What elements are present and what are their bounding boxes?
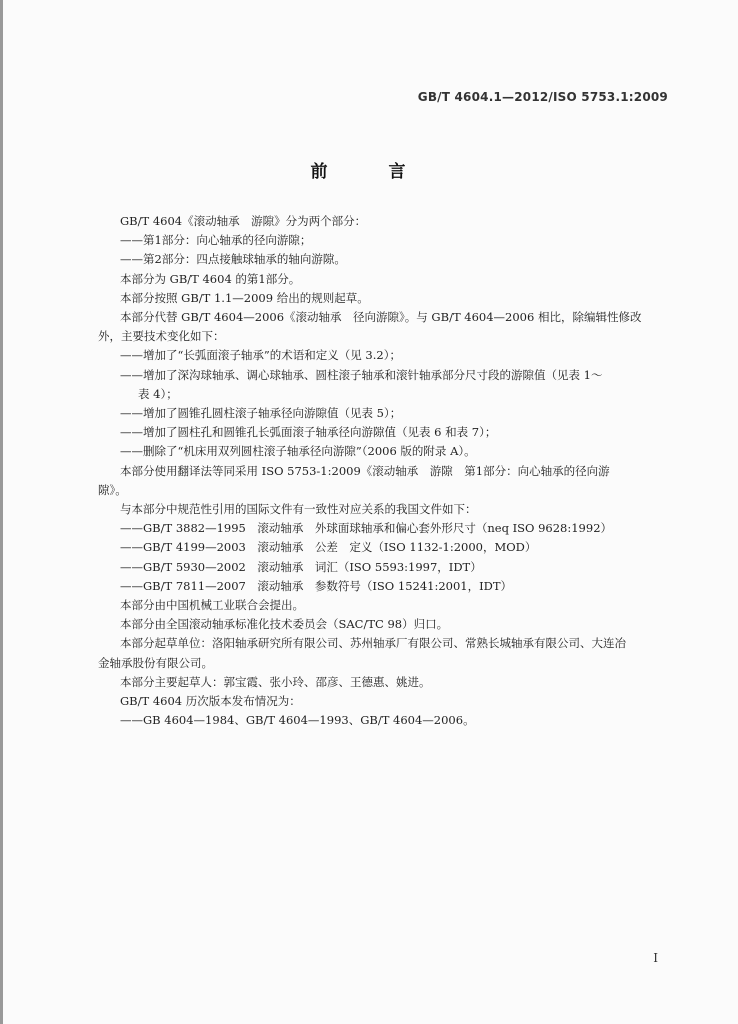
list-item: ——增加了圆锥孔圆柱滚子轴承径向游隙值（见表 5）； <box>120 406 402 421</box>
list-item: ——删除了“机床用双列圆柱滚子轴承径向游隙”（2006 版的附录 A）。 <box>120 444 476 459</box>
paragraph: 与本部分中规范性引用的国际文件有一致性对应关系的我国文件如下： <box>120 502 477 517</box>
paragraph-continuation: 外，主要技术变化如下： <box>98 329 225 344</box>
paragraph-continuation: 隙》。 <box>98 482 127 497</box>
list-item: ——GB/T 3882—1995 滚动轴承 外球面球轴承和偏心套外形尺寸（neq ISO 9628:1992） <box>120 521 613 536</box>
paragraph: 本部分使用翻译法等同采用 ISO 5753-1:2009《滚动轴承 游隙 第1部分：向心轴承的径向游 <box>120 463 610 478</box>
list-item: ——GB/T 5930—2002 滚动轴承 词汇（ISO 5593:1997，IDT） <box>120 559 482 574</box>
list-item: ——第2部分：四点接触球轴承的轴向游隙。 <box>120 252 346 267</box>
list-item: ——增加了圆柱孔和圆锥孔长弧面滚子轴承径向游隙值（见表 6 和表 7）； <box>120 425 497 440</box>
paragraph: 本部分主要起草人：郭宝霞、张小玲、邵彦、王德惠、姚进。 <box>120 674 431 689</box>
paragraph: 本部分由全国滚动轴承标准化技术委员会（SAC/TC 98）归口。 <box>120 617 449 632</box>
paragraph: 本部分代替 GB/T 4604—2006《滚动轴承 径向游隙》。与 GB/T 4604—2006 相比，除编辑性修改 <box>120 310 642 325</box>
paragraph-continuation: 金轴承股份有限公司。 <box>98 655 213 670</box>
standard-code-header: GB/T 4604.1—2012/ISO 5753.1:2009 <box>417 90 668 104</box>
paragraph: 本部分起草单位：洛阳轴承研究所有限公司、苏州轴承厂有限公司、常熟长城轴承有限公司、大连冶 <box>120 636 626 651</box>
foreword-body <box>98 212 683 730</box>
list-item: ——增加了深沟球轴承、调心球轴承、圆柱滚子轴承和滚针轴承部分尺寸段的游隙值（见表 1～ <box>120 367 603 382</box>
list-item-continuation: 表 4）； <box>138 386 178 401</box>
list-item: ——第1部分：向心轴承的径向游隙； <box>120 233 312 248</box>
section-title: 前 言 <box>310 162 428 182</box>
paragraph: GB/T 4604《滚动轴承 游隙》分为两个部分： <box>120 214 367 228</box>
list-item: ——增加了“长弧面滚子轴承”的术语和定义（见 3.2）； <box>120 348 401 363</box>
list-item: ——GB 4604—1984、GB/T 4604—1993、GB/T 4604—2006。 <box>120 713 475 728</box>
paragraph: 本部分按照 GB/T 1.1—2009 给出的规则起草。 <box>120 290 369 305</box>
scan-edge <box>0 0 3 1024</box>
paragraph: 本部分由中国机械工业联合会提出。 <box>120 598 304 613</box>
paragraph: 本部分为 GB/T 4604 的第1部分。 <box>120 271 301 286</box>
page-number: I <box>653 951 658 965</box>
list-item: ——GB/T 7811—2007 滚动轴承 参数符号（ISO 15241:2001，IDT） <box>120 578 513 593</box>
paragraph: GB/T 4604 历次版本发布情况为： <box>120 694 301 709</box>
list-item: ——GB/T 4199—2003 滚动轴承 公差 定义（ISO 1132-1:2000，MOD） <box>120 540 537 555</box>
